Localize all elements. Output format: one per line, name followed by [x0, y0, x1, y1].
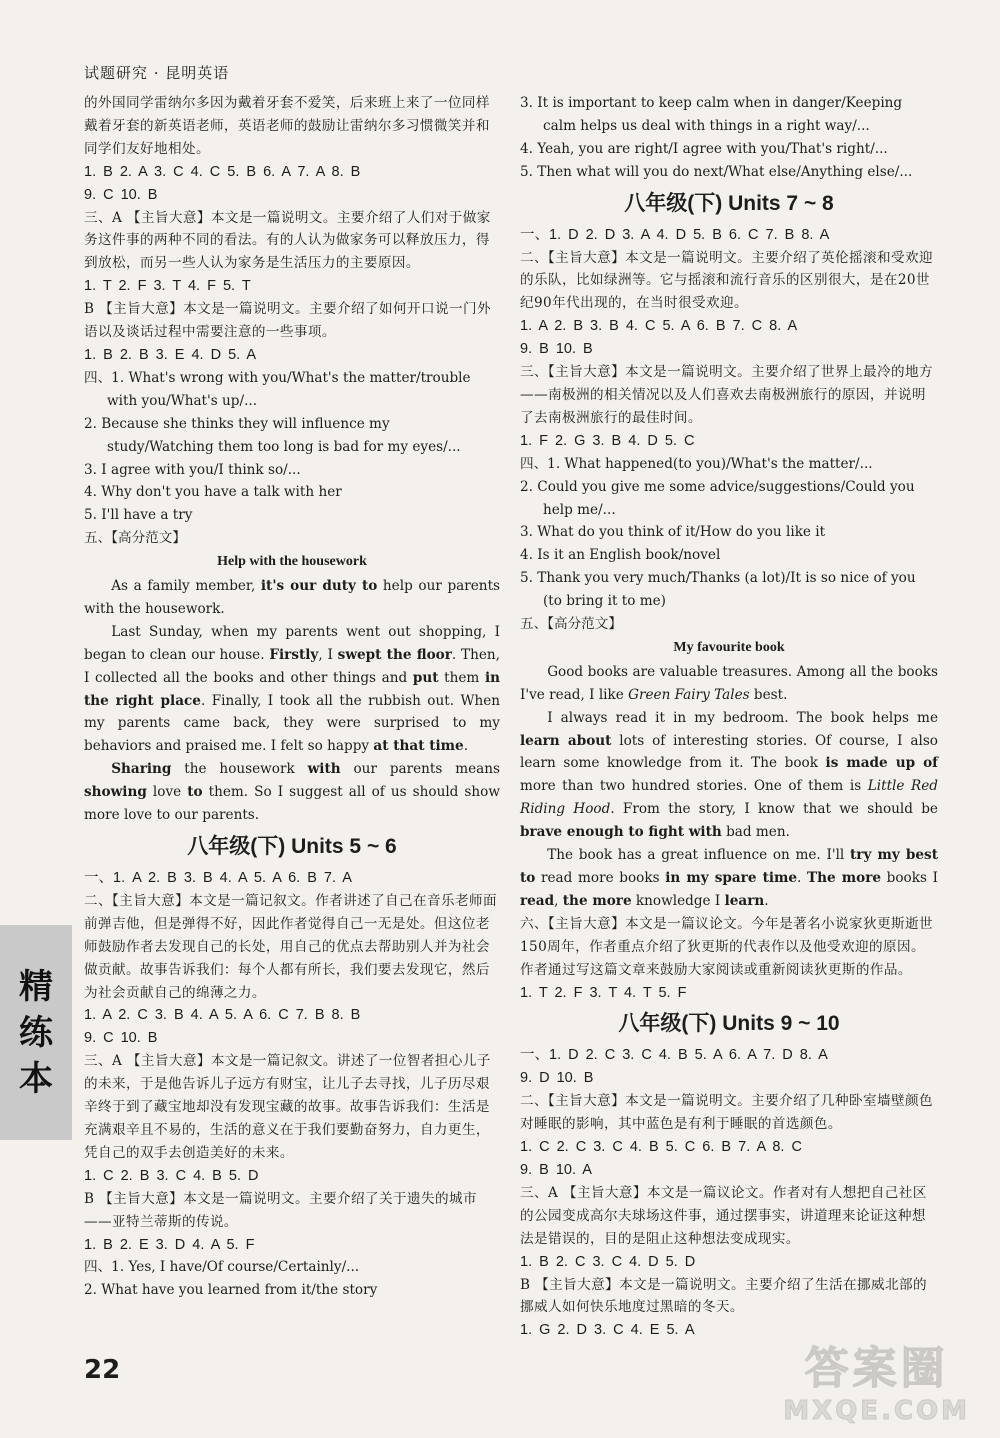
- unit-title: 八年级(下) Units 7 ~ 8: [624, 191, 834, 215]
- answer-item: 四、1. What's wrong with you/What's the matter/trouble with you/What's up/...: [84, 369, 471, 409]
- passage-summary: 二、【主旨大意】本文是一篇记叙文。作者讲述了自己在音乐老师面前弹吉他，但是弹得不好，因此作者觉得自己一无是处。但这位老师鼓励作者去发现自己的长处，用自己的优点去帮助别人并为社会做贡献。故事告诉我们：每个人都有所长，我们要去发现它，然后为社会贡献自己的绵薄之力。: [84, 892, 498, 1001]
- side-tab-char: 本: [19, 1058, 53, 1099]
- answer-item: 5. Thank you very much/Thanks (a lot)/It is so nice of you (to bring it to me): [520, 570, 916, 610]
- answer-line: 1. T 2. F 3. T 4. T 5. F: [520, 984, 687, 1001]
- side-tab-char: 练: [19, 1012, 53, 1053]
- right-column: [520, 92, 938, 1342]
- answer-item: 4. Is it an English book/novel: [520, 547, 721, 564]
- passage-summary: 的外国同学雷纳尔多因为戴着牙套不爱笑，后来班上来了一位同样戴着牙套的新英语老师，英语老师的鼓励让雷纳尔多习惯微笑并和同学们友好地相处。: [84, 95, 490, 157]
- left-column: [84, 92, 500, 1302]
- answer-line: 1. B 2. C 3. C 4. D 5. D: [520, 1253, 696, 1270]
- answer-line: 一、1. A 2. B 3. B 4. A 5. A 6. B 7. A: [84, 870, 352, 886]
- side-tab-char: 精: [19, 966, 53, 1007]
- answer-line: 9. D 10. B: [520, 1070, 594, 1087]
- answer-line: 1. B 2. E 3. D 4. A 5. F: [84, 1236, 255, 1253]
- answer-line: 1. B 2. A 3. C 4. C 5. B 6. A 7. A 8. B: [84, 163, 361, 180]
- answer-line: 1. A 2. C 3. B 4. A 5. A 6. C 7. B 8. B: [84, 1007, 361, 1024]
- watermark-logo: 答案圈: [804, 1343, 949, 1394]
- answer-item: 5. Then what will you do next/What else/Anything else/...: [520, 163, 913, 180]
- essay-paragraph: Good books are valuable treasures. Among all the books I've read, I like Green Fairy Tales best.: [520, 663, 938, 703]
- answer-item: 5. I'll have a try: [84, 507, 193, 524]
- answer-item: 2. Because she thinks they will influence my study/Watching them too long is bad for my eyes/...: [84, 415, 461, 455]
- answer-line: 9. B 10. A: [520, 1161, 592, 1178]
- answer-line: 1. B 2. B 3. E 4. D 5. A: [84, 346, 257, 363]
- essay-paragraph: Last Sunday, when my parents went out shopping, I began to clean our house. Firstly, I swept the floor. Then, I collected all the books and other things and put them in the right place. Finally, I took all the rubbish out. When my parents came back, they were surprised to my behaviors and praised me. I felt so happy at that time.: [84, 623, 500, 755]
- answer-line: 9. C 10. B: [84, 186, 158, 203]
- passage-summary: B 【主旨大意】本文是一篇说明文。主要介绍了关于遗失的城市——亚特兰蒂斯的传说。: [84, 1190, 477, 1230]
- page-header: 试题研究 · 昆明英语: [84, 64, 230, 82]
- section-heading: 五、【高分范文】: [84, 530, 186, 547]
- essay-paragraph: Sharing the housework with our parents means showing love to them. So I suggest all of us should show more love to our parents.: [84, 761, 501, 824]
- watermark-url: MXQE.COM: [783, 1396, 970, 1426]
- passage-summary: 三、A 【主旨大意】本文是一篇说明文。主要介绍了人们对于做家务这件事的两种不同的看法。有的人认为做家务可以释放压力，得到放松，而另一些人认为家务是生活压力的主要原因。: [84, 209, 491, 272]
- passage-summary: B 【主旨大意】本文是一篇说明文。主要介绍了如何开口说一门外语以及谈话过程中需要注意的一些事项。: [84, 301, 491, 341]
- section-heading: 五、【高分范文】: [520, 616, 622, 633]
- unit-title: 八年级(下) Units 9 ~ 10: [618, 1012, 840, 1036]
- passage-summary: 二、【主旨大意】本文是一篇说明文。主要介绍了英伦摇滚和受欢迎的乐队，比如绿洲等。它与摇滚和流行音乐的区别很大，是在20世纪90年代出现的，在当时很受欢迎。: [520, 249, 934, 312]
- essay-paragraph: The book has a great influence on me. I'll try my best to read more books in my spare time. The more books I read, the more knowledge I learn.: [520, 847, 938, 909]
- answer-item: 4. Why don't you have a talk with her: [84, 484, 342, 501]
- essay-paragraph: I always read it in my bedroom. The book helps me learn about lots of interesting stories. Of course, I also learn some knowledge from it. The book is made up of more than two hundred stories. One of them is Little Red Riding Hood. From the story, I know that we should be brave enough to fight with bad men.: [520, 709, 938, 841]
- answer-line: 1. C 2. C 3. C 4. B 5. C 6. B 7. A 8. C: [520, 1139, 802, 1156]
- answer-item: 3. I agree with you/I think so/...: [84, 461, 301, 478]
- side-tab: [0, 925, 72, 1140]
- answer-line: 1. A 2. B 3. B 4. C 5. A 6. B 7. C 8. A: [520, 318, 798, 335]
- answer-item: 3. What do you think of it/How do you like it: [520, 524, 826, 541]
- passage-summary: 二、【主旨大意】本文是一篇说明文。主要介绍了几种卧室墙壁颜色对睡眠的影响，其中蓝色是有利于睡眠的首选颜色。: [520, 1093, 934, 1133]
- answer-line: 1. T 2. F 3. T 4. F 5. T: [84, 278, 251, 295]
- answer-line: 1. G 2. D 3. C 4. E 5. A: [520, 1322, 695, 1339]
- answer-line: 一、1. D 2. D 3. A 4. D 5. B 6. C 7. B 8. A: [520, 226, 830, 243]
- passage-summary: 三、【主旨大意】本文是一篇说明文。主要介绍了世界上最冷的地方——南极洲的相关情况以及人们喜欢去南极洲旅行的原因，并说明了去南极洲旅行的最佳时间。: [520, 364, 934, 426]
- passage-summary: 六、【主旨大意】本文是一篇议论文。今年是著名小说家狄更斯逝世150周年，作者重点介绍了狄更斯的代表作以及他受欢迎的原因。作者通过写这篇文章来鼓励大家阅读或重新阅读狄更斯的作品。: [520, 915, 934, 978]
- answer-item: 3. It is important to keep calm when in danger/Keeping calm helps us deal with things in a right way/...: [520, 95, 903, 134]
- answer-item: 4. Yeah, you are right/I agree with you/That's right/...: [520, 140, 888, 157]
- answer-item: 四、1. What happened(to you)/What's the matter/...: [520, 455, 873, 472]
- answer-line: 一、1. D 2. C 3. C 4. B 5. A 6. A 7. D 8. A: [520, 1047, 828, 1064]
- essay-paragraph: As a family member, it's our duty to help our parents with the housework.: [84, 578, 501, 617]
- passage-summary: 三、A 【主旨大意】本文是一篇记叙文。讲述了一位智者担心儿子的未来，于是他告诉儿子远方有财宝，让儿子去寻找，儿子历尽艰辛终于到了藏宝地却没有发现宝藏的故事。故事告诉我们：生活是充满艰辛且不易的，生活的意义在于我们要勤奋努力，自力更生，凭自己的双手去创造美好的未来。: [84, 1053, 491, 1161]
- passage-summary: 三、A 【主旨大意】本文是一篇议论文。作者对有人想把自己社区的公园变成高尔夫球场这件事，通过摆事实，讲道理来论证这种想法是错误的，目的是阻止这种想法变成现实。: [520, 1184, 927, 1247]
- answer-line: 1. F 2. G 3. B 4. D 5. C: [520, 432, 695, 449]
- answer-item: 四、1. Yes, I have/Of course/Certainly/...: [84, 1259, 360, 1276]
- essay-title: Help with the housework: [217, 554, 367, 570]
- passage-summary: B 【主旨大意】本文是一篇说明文。主要介绍了生活在挪威北部的挪威人如何快乐地度过黑暗的冬天。: [520, 1276, 927, 1316]
- answer-line: 1. C 2. B 3. C 4. B 5. D: [84, 1167, 259, 1184]
- unit-title: 八年级(下) Units 5 ~ 6: [187, 835, 397, 858]
- answer-item: 2. Could you give me some advice/suggestions/Could you help me/...: [520, 478, 915, 518]
- essay-title: My favourite book: [673, 639, 785, 655]
- answer-line: 9. C 10. B: [84, 1030, 158, 1047]
- answer-item: 2. What have you learned from it/the story: [84, 1282, 378, 1299]
- watermark: [783, 1332, 970, 1426]
- page-number: 22: [84, 1355, 121, 1385]
- answer-line: 9. B 10. B: [520, 341, 593, 358]
